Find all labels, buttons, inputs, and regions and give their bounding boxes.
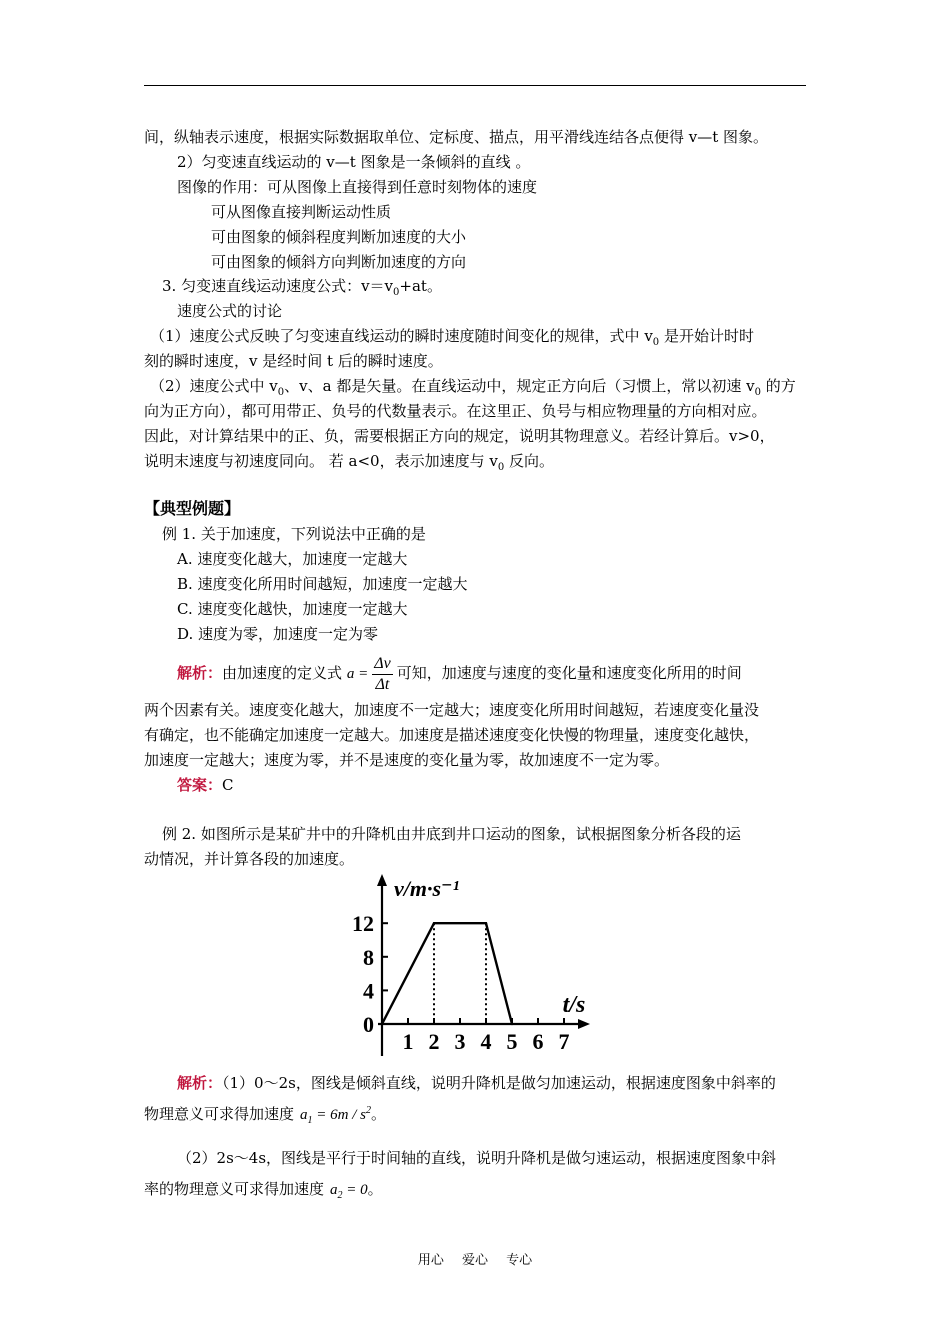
text-line: 可由图象的倾斜方向判断加速度的方向 [211, 253, 467, 271]
text-line: 间，纵轴表示速度，根据实际数据取单位、定标度、描点，用平滑线连结各点便得 v—t 图象。 [144, 128, 769, 146]
x-tick-label: 4 [480, 1029, 492, 1054]
data-point [381, 1023, 383, 1025]
y-axis-arrow [377, 874, 387, 886]
option-b: B. 速度变化所用时间越短，加速度一定越大 [177, 575, 468, 593]
x-tick-label: 1 [402, 1029, 414, 1054]
y-tick-label: 4 [363, 978, 374, 1004]
text-line: 说明末速度与初速度同向。 若 a<0，表示加速度与 $v_0$ 反向。 [144, 452, 554, 473]
paragraph-2: （2）速度公式中 $v_0$、v、a 都是矢量。在直线运动中，规定正方向后（习惯上，常以初速 $v_0$ 的方 [150, 377, 796, 398]
text-line: 加速度一定越大；速度为零，并不是速度的变化量为零，故加速度不一定为零。 [144, 751, 670, 769]
a2-formula: $a_2 = 0$ [330, 1182, 368, 1201]
header-rule [144, 85, 806, 86]
option-d: D. 速度为零，加速度一定为零 [177, 625, 379, 643]
text-line: 动情况，并计算各段的加速度。 [144, 850, 355, 868]
y-tick-label: 12 [352, 911, 374, 937]
text-line: 率的物理意义可求得加速度 $a_2 = 0$。 [144, 1180, 383, 1201]
data-point [433, 922, 435, 924]
discussion-title: 速度公式的讨论 [177, 302, 283, 320]
example-1-answer: 答案：C [177, 776, 234, 794]
y-tick-label: 0 [363, 1012, 374, 1037]
accel-definition-fraction: $\frac{\Delta v}{\Delta t}$ [374, 654, 391, 693]
example-2-question: 例 2. 如图所示是某矿井中的升降机由井底到井口运动的图象，试根据图象分析各段的运 [162, 825, 741, 843]
y-tick-label: 8 [363, 944, 374, 970]
a1-formula: $a_1 = 6m / s^2$ [300, 1105, 371, 1126]
text-line: 可从图像直接判断运动性质 [211, 203, 392, 221]
y-axis-label: v/m·s⁻¹ [394, 876, 460, 901]
text-line: 图像的作用：可从图像上直接得到任意时刻物体的速度 [177, 178, 538, 196]
x-tick-label: 7 [558, 1029, 570, 1054]
text-line: 有确定，也不能确定加速度一定越大。加速度是描述速度变化快慢的物理量，速度变化越快， [144, 726, 760, 744]
data-point [511, 1023, 513, 1025]
text-line: 2）匀变速直线运动的 v—t 图象是一条倾斜的直线 。 [177, 153, 531, 171]
analysis-label: 解析： [177, 664, 223, 682]
section-heading: 【典型例题】 [144, 499, 241, 518]
text-line: 两个因素有关。速度变化越大，加速度不一定越大；速度变化所用时间越短，若速度变化量没 [144, 701, 760, 719]
text-line: 可由图象的倾斜程度判断加速度的大小 [211, 228, 467, 246]
x-axis-label: t/s [562, 992, 586, 1018]
footer-word: 用心 [417, 1253, 444, 1268]
text-line: （2）2s～4s，图线是平行于时间轴的直线，说明升降机是做匀速运动，根据速度图象中斜 [177, 1149, 777, 1167]
footer-word: 爱心 [461, 1253, 488, 1268]
text-line: 刻的瞬时速度，v 是经时间 t 后的瞬时速度。 [144, 352, 443, 370]
x-tick-label: 2 [428, 1029, 440, 1054]
x-tick-label: 3 [454, 1029, 466, 1054]
x-tick-label: 6 [532, 1029, 544, 1054]
x-axis-arrow [578, 1019, 590, 1029]
example-2-analysis: 解析：（1）0～2s，图线是倾斜直线，说明升降机是做匀加速运动，根据速度图象中斜率的 [177, 1074, 776, 1092]
text-line: 因此，对计算结果中的正、负，需要根据正方向的规定，说明其物理意义。若经计算后。v>0， [144, 427, 775, 445]
data-point [485, 922, 487, 924]
text-line: 物理意义可求得加速度 $a_1 = 6m / s^2$。 [144, 1105, 386, 1126]
velocity-formula: 3. 匀变速直线运动速度公式：$v=v_0+at$。 [162, 277, 442, 298]
example-1-question: 例 1. 关于加速度，下列说法中正确的是 [162, 525, 426, 543]
velocity-series-line [382, 923, 512, 1024]
footer-word: 专心 [506, 1253, 533, 1268]
paragraph-1: （1）速度公式反映了匀变速直线运动的瞬时速度随时间变化的规律，式中 $v_0$ 是开始计时时 [150, 327, 754, 348]
accel-definition-lhs: a = [346, 666, 369, 682]
x-tick-label: 5 [506, 1029, 518, 1054]
footer [0, 1249, 950, 1268]
example-1-analysis: 解析：由加速度的定义式 a = $\frac{\Delta v}{\Delta t}$ 可知，加速度与速度的变化量和速度变化所用的时间 [177, 654, 742, 693]
velocity-time-chart [340, 872, 640, 1072]
text-line: 向为正方向），都可用带正、负号的代数量表示。在这里正、负号与相应物理量的方向相对应。 [144, 402, 767, 420]
option-a: A. 速度变化越大，加速度一定越大 [177, 550, 408, 568]
option-c: C. 速度变化越快，加速度一定越大 [177, 600, 408, 618]
